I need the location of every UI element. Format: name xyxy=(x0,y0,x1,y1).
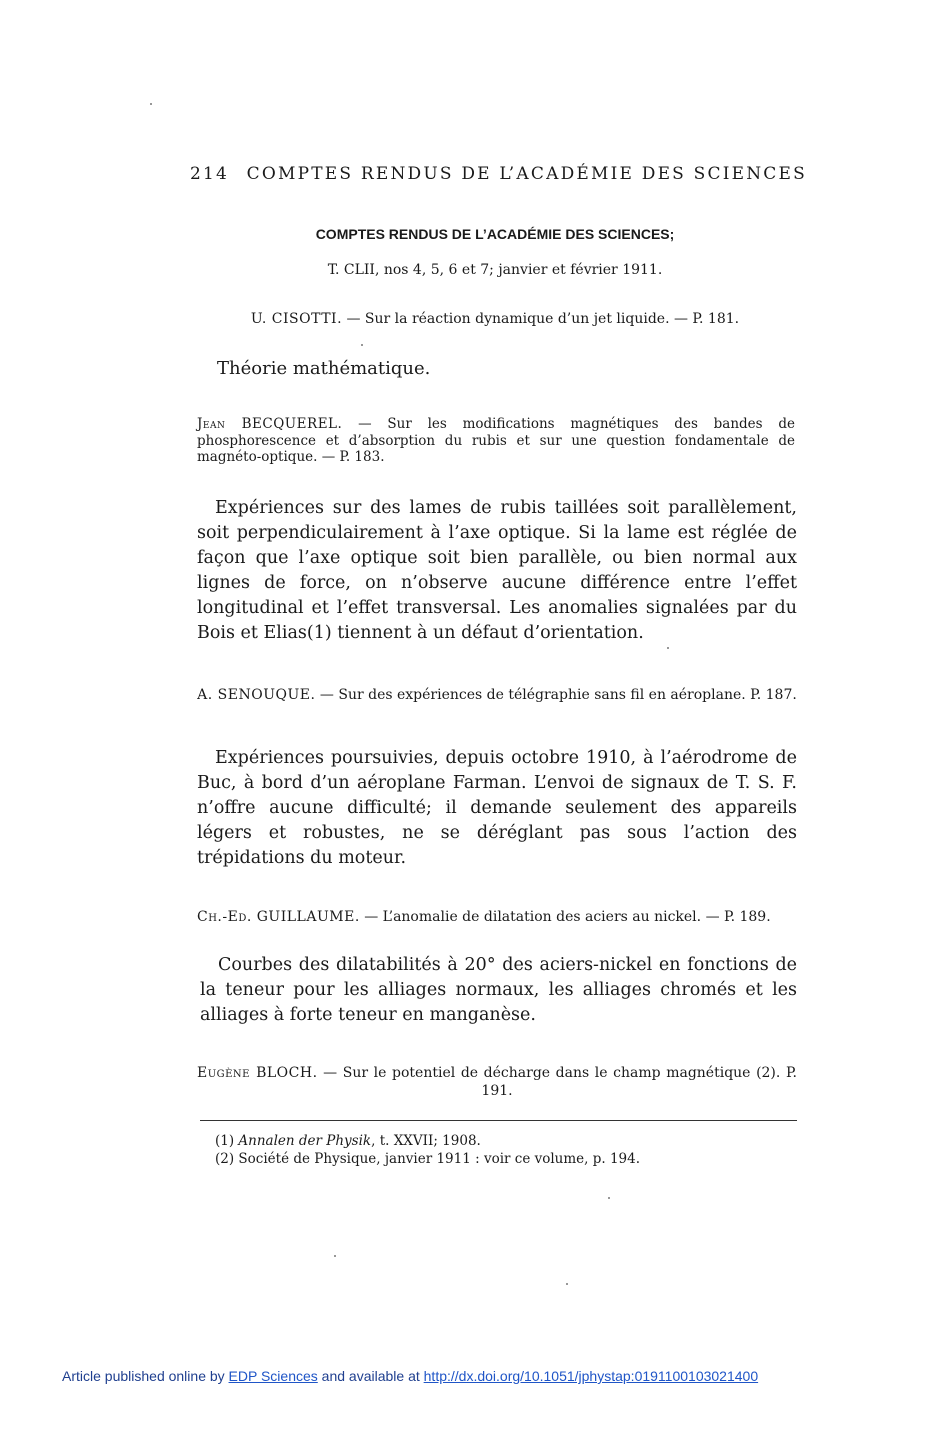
scan-speck xyxy=(566,1283,568,1285)
footnote-2 xyxy=(215,1150,795,1168)
publisher-link[interactable]: EDP Sciences xyxy=(228,1368,318,1384)
doi-link[interactable]: http://dx.doi.org/10.1051/jphystap:0191100103021400 xyxy=(423,1368,759,1384)
footnote-mark: (2) xyxy=(215,1151,235,1167)
volume-line: T. CLII, nos 4, 5, 6 et 7; janvier et février 1911. xyxy=(327,262,663,278)
scan-speck xyxy=(608,1197,610,1199)
entry-author: Jean BECQUEREL. xyxy=(197,416,343,432)
footnote-text: , t. XXVII; 1908. xyxy=(371,1133,481,1149)
entry-summary-guillaume xyxy=(200,953,797,1028)
entry-title-text: — L’anomalie de dilatation des aciers au nickel. — P. 189. xyxy=(359,909,771,925)
scan-speck xyxy=(361,344,363,346)
footnotes xyxy=(215,1132,795,1168)
entry-title-senouque xyxy=(197,686,797,704)
footnote-journal: Annalen der Physik xyxy=(238,1133,372,1149)
journal-heading: COMPTES RENDUS DE L’ACADÉMIE DES SCIENCES; xyxy=(315,226,675,242)
entry-title-text: — Sur les modifications magnétiques des bandes de phosphorescence et d’absorption du rubis et sur une question fondamentale de magnéto-optique. — P. 183. xyxy=(197,416,796,465)
entry-author: U. CISOTTI. xyxy=(250,311,343,327)
summary-text: Expériences sur des lames de rubis taillées soit parallèlement, soit perpendiculairement à l’axe optique. Si la lame est réglée de façon que l’axe optique soit bien parallèle, ou bien normal aux lignes de force, on n’observe aucune différence entre l’effet longitudinal et l’effet transversal. Les anomalies signalées par du Bois et Elias(1) tiennent à un défaut d’orientation. xyxy=(197,498,797,643)
edp-banner xyxy=(62,1368,868,1384)
entry-author: Ch.-Ed. GUILLAUME. xyxy=(197,909,360,925)
entry-title-text: — Sur des expériences de télégraphie sans fil en aéroplane. P. 187. xyxy=(315,687,797,703)
footnote-mark: (1) xyxy=(215,1133,235,1149)
entry-title-cisotti xyxy=(200,310,790,328)
page-number: 214 xyxy=(190,164,230,184)
entry-title-bloch xyxy=(197,1064,797,1100)
entry-summary-senouque xyxy=(197,746,797,871)
summary-text: Expériences poursuivies, depuis octobre 1910, à l’aérodrome de Buc, à bord d’un aéroplane Farman. L’envoi de signaux de T. S. F. n’offre aucune difficulté; il demande seulement des appareils légers et robustes, ne se déréglant pas sous l’action des trépidations du moteur. xyxy=(197,748,797,868)
running-head xyxy=(190,164,807,184)
running-head-title: COMPTES RENDUS DE L’ACADÉMIE DES SCIENCES xyxy=(246,164,807,184)
scan-speck xyxy=(334,1255,336,1257)
entry-title-text: — Sur la réaction dynamique d’un jet liquide. — P. 181. xyxy=(342,311,740,327)
entry-title-becquerel xyxy=(197,416,795,466)
footnote-1 xyxy=(215,1132,795,1150)
footnote-text: Société de Physique, janvier 1911 : voir ce volume, p. 194. xyxy=(238,1151,641,1167)
banner-middle: and available at xyxy=(317,1368,424,1384)
banner-prefix: Article published online by xyxy=(62,1368,229,1384)
entry-author: Eugène BLOCH. xyxy=(197,1065,318,1081)
footnote-rule xyxy=(200,1120,797,1121)
entry-summary-cisotti: Théorie mathématique. xyxy=(217,358,431,379)
summary-text: Courbes des dilatabilités à 20° des aciers-nickel en fonctions de la teneur pour les alliages normaux, les alliages chromés et les alliages à forte teneur en manganèse. xyxy=(200,955,797,1025)
entry-author: A. SENOUQUE. xyxy=(197,687,316,703)
entry-title-text: — Sur le potentiel de décharge dans le champ magnétique (2). P. 191. xyxy=(317,1065,797,1099)
scan-speck xyxy=(667,647,669,649)
scan-speck xyxy=(150,103,152,105)
entry-summary-becquerel xyxy=(197,496,797,646)
entry-title-guillaume xyxy=(197,908,797,926)
